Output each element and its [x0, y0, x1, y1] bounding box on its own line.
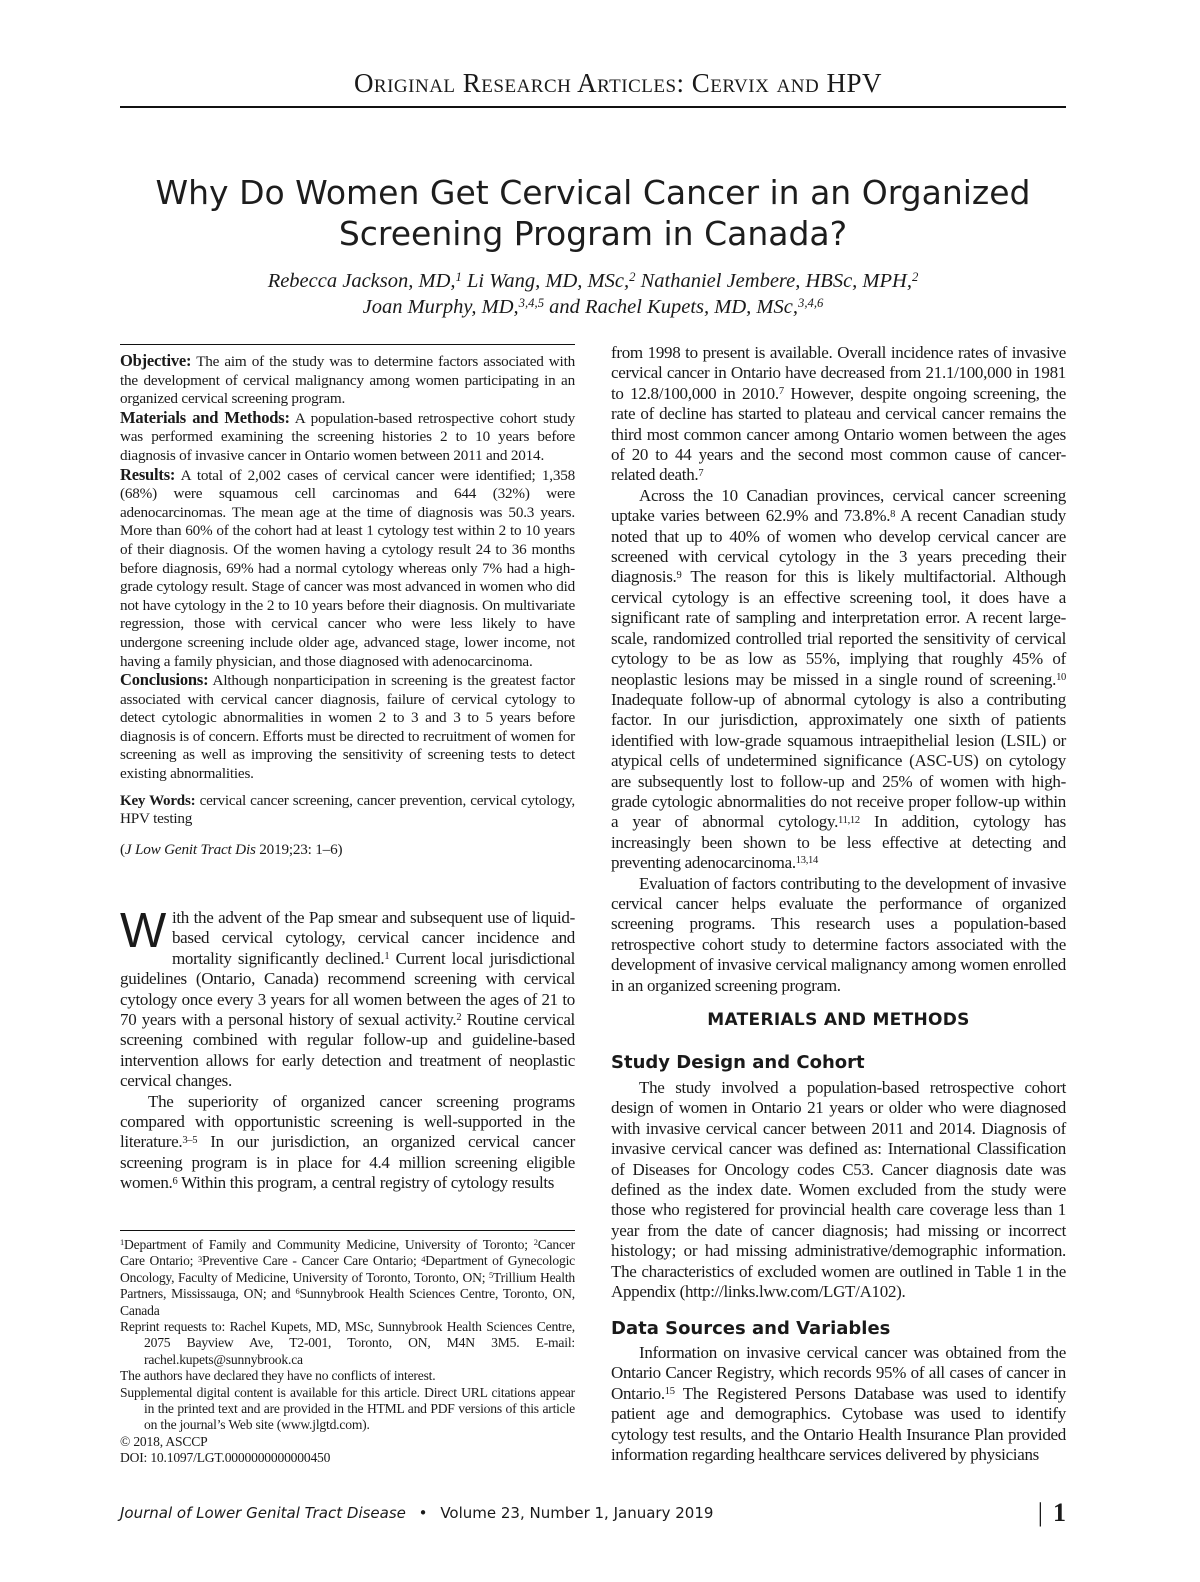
authors-line-1 — [120, 268, 1066, 294]
intro-left-column — [120, 904, 575, 1194]
abstract-text: A total of 2,002 cases of cervical cancer were identified; 1,358 (68%) were squamous cell carcinomas and 644 (32%) were adenocarcinomas. The mean age at the time of diagnosis was 50.3 years. More than 60% of the cohort had at least 1 cytology test within 2 to 10 years of their diagnosis. Of the women having a cytology result 24 to 36 months before diagnosis, 69% had a normal cytology whereas only 7% had a high-grade cytology result. Stage of cancer was most advanced in women who did not have cytology in the 2 to 10 years before their diagnosis. On multivariate regression, those with cervical cancer who were less likely to have undergone screening include older age, advanced stage, lower income, not having a family physician, and those diagnosed with adenocarcinoma. — [120, 466, 575, 670]
conflicts-statement: The authors have declared they have no conflicts of interest. — [120, 1368, 436, 1384]
abstract-label: Objective: — [120, 351, 192, 370]
footnote-sup: 6 — [295, 1286, 300, 1297]
paragraph-text: Across the 10 Canadian provinces, cervical cancer screening uptake varies between 62.9% and 73.8%. — [611, 485, 1066, 526]
footnote-sup: 4 — [421, 1253, 426, 1264]
keywords-label: Key Words: — [120, 792, 196, 809]
subheading-data-sources: Data Sources and Variables — [611, 1318, 891, 1339]
ref-sup: 7 — [698, 467, 704, 479]
intro-paragraph-4 — [611, 486, 1066, 874]
paragraph-text: The reason for this is likely multifactorial. Although cervical cytology is an effective screening tool, it does have a significant rate of sampling and interpretation error. A recent large-scale, randomized controlled trial reported the sensitivity of cervical cytology to be as low as 55%, implying that roughly 45% of neoplastic lesions may be missed in a single round of screening. — [611, 567, 1066, 689]
abstract-text: A population-based retrospective cohort study was performed examining the screening histories 2 to 10 years before diagnosis of invasive cancer in Ontario women between 2011 and 2014. — [120, 409, 575, 464]
reprint-requests: Reprint requests to: Rachel Kupets, MD, MSc, Sunnybrook Health Sciences Centre, 2075 Bayview Ave, T2-001, Toronto, ON, M4N 3M5. E-mail: rachel.kupets@sunnybrook.ca — [120, 1319, 575, 1367]
keywords-text: cervical cancer screening, cancer prevention, cervical cytology, HPV testing — [120, 791, 575, 828]
paragraph-text: from 1998 to present is available. Overall incidence rates of invasive cervical cancer in Ontario have decreased from 21.1/100,000 in 1981 to 12.8/100,000 in 2010. — [611, 343, 1066, 403]
paragraph-text: However, despite ongoing screening, the rate of decline has started to plateau and cervical cancer remains the third most common cancer among Ontario women between the ages of 20 to 44 years and the second most common cause of cancer-related death. — [611, 383, 1066, 485]
author-name: Rebecca Jackson, MD, — [267, 270, 456, 292]
citation-details: 2019;23: 1–6) — [259, 840, 343, 858]
citation-journal: J Low Genit Tract Dis — [124, 840, 256, 858]
affiliation-text: Trillium Health Partners, Mississauga, ON; and — [120, 1269, 576, 1302]
drop-cap: W — [120, 904, 166, 958]
author-name: Rachel Kupets, MD, MSc, — [585, 296, 798, 318]
supplemental-note: Supplemental digital content is available for this article. Direct URL citations appear in the printed text and are provided in the HTML and PDF versions of this article on the journal’s Web site (www.jlgtd.com). — [120, 1384, 575, 1433]
header-rule — [120, 106, 1066, 108]
ref-sup: 8 — [890, 508, 896, 520]
keywords — [120, 792, 575, 829]
ref-sup: 15 — [664, 1386, 675, 1398]
ref-sup: 10 — [1056, 671, 1066, 683]
abstract-text: The aim of the study was to determine factors associated with the development of cervical malignancy among women participating in an organized cervical screening program. — [120, 353, 575, 408]
citation-paren: ( — [120, 840, 125, 858]
paragraph-text: Information on invasive cervical cancer was obtained from the Ontario Cancer Registry, which records 95% of all cases of cancer in Ontario. — [611, 1343, 1066, 1403]
title-line-1: Why Do Women Get Cervical Cancer in an Organized — [155, 173, 1031, 212]
affiliations — [120, 1237, 575, 1319]
page-number — [1038, 1498, 1066, 1528]
paragraph-text: Within this program, a central registry of cytology results — [177, 1173, 555, 1193]
footer-volume: Volume 23, Number 1, January 2019 — [440, 1504, 714, 1522]
ref-sup: 6 — [172, 1175, 178, 1187]
ref-sup: 1 — [384, 951, 390, 963]
author-name: Nathaniel Jembere, HBSc, MPH, — [640, 270, 912, 292]
abstract-label: Results: — [120, 464, 176, 484]
author-name: Li Wang, MD, MSc, — [467, 270, 630, 292]
ref-sup: 3–5 — [182, 1134, 198, 1146]
study-design-text — [611, 1078, 1066, 1302]
paragraph-text: In our jurisdiction, an organized cervical cancer screening program is in place for 4.4 million screening eligible women. — [120, 1132, 575, 1193]
ref-sup: 9 — [676, 569, 682, 581]
footnote-sup: 2 — [533, 1237, 538, 1248]
footnote-sup: 5 — [489, 1270, 494, 1281]
abstract-results — [120, 466, 575, 672]
paragraph-text: A recent Canadian study noted that up to 40% of women who develop cervical cancer are screened with cervical cytology in the 3 years preceding their diagnosis. — [611, 506, 1066, 587]
paragraph-text: ith the advent of the Pap smear and subsequent use of liquid-based cervical cytology, cervical cancer incidence and mortality significantly declined. — [171, 908, 575, 968]
subheading-study-design: Study Design and Cohort — [611, 1052, 865, 1073]
author-conjunction: and — [549, 296, 580, 318]
data-sources-paragraph — [611, 1343, 1066, 1465]
footnote-sup: 1 — [120, 1237, 125, 1248]
author-name: Joan Murphy, MD, — [362, 296, 519, 318]
abstract — [120, 352, 575, 859]
affiliation-text: Sunnybrook Health Sciences Centre, Toronto, ON, Canada — [120, 1286, 575, 1318]
abstract-label: Conclusions: — [120, 670, 209, 690]
page-number-value: 1 — [1053, 1498, 1066, 1527]
running-head: Original Research Articles: Cervix and HPV — [353, 68, 882, 98]
paragraph-text: Current local jurisdictional guidelines (Ontario, Canada) recommend screening with cervical cytology once every 3 years for all women between the ages of 21 to 70 years with a personal history of sexual activity. — [120, 948, 575, 1030]
intro-paragraph-5: Evaluation of factors contributing to the development of invasive cervical cancer helps evaluate the performance of organized screening programs. This research uses a population-based retrospective cohort study to determine factors associated with the development of invasive cervical malignancy among women enrolled in an organized screening program. — [611, 873, 1066, 995]
author-list — [120, 268, 1066, 320]
intro-paragraph-3 — [611, 343, 1066, 486]
paragraph-text: In addition, cytology has increasingly been shown to be less effective at detecting and preventing adenocarcinoma. — [611, 812, 1066, 873]
paragraph-text: The Registered Persons Database was used to identify patient age and demographics. Cytobase was used to identify cytology test results, and the Ontario Health Insurance Plan provided information regarding healthcare services delivered by physicians — [611, 1383, 1066, 1465]
abstract-label: Materials and Methods: — [120, 407, 290, 427]
data-sources-text — [611, 1343, 1066, 1465]
paragraph-text: The study involved a population-based retrospective cohort design of women in Ontario 21 years or older who were diagnosed with invasive cervical cancer between 2011 and 2014. Diagnosis of invasive cervical cancer was defined as: International Classification of Diseases for Oncology codes C53. Cancer diagnosis date was defined as the index date. Women excluded from the study were those who registered for provincial health care coverage less than 1 year from the date of cancer diagnosis; had missing or incorrect histology; or had missing administrative/demographic information. The characteristics of excluded women are outlined in Table 1 in the Appendix (http://links.lww.com/LGT/A102). — [611, 1078, 1066, 1302]
footer-journal: Journal of Lower Genital Tract Disease — [120, 1504, 406, 1522]
section-heading-methods: MATERIALS AND METHODS — [707, 1010, 970, 1030]
paragraph-text: Inadequate follow-up of abnormal cytology is also a contributing factor. In our jurisdiction, approximately one sixth of patients identified with low-grade squamous intraepithelial lesion (LSIL) or atypical cells of undetermined significance (ASC-US) on cytology are subsequently lost to follow-up and 25% of women with high-grade cytologic abnormalities do not receive proper follow-up within a year of abnormal cytology. — [611, 689, 1066, 832]
ref-sup: 7 — [778, 386, 784, 398]
footer-bullet: • — [418, 1504, 428, 1522]
paragraph-text: The superiority of organized cancer screening programs compared with opportunistic screening is well-supported in the literature. — [120, 1091, 575, 1152]
intro-paragraph-2 — [120, 1092, 575, 1194]
affiliation-text: Cancer Care Ontario; — [120, 1237, 575, 1269]
affiliation-sup: 1 — [455, 270, 462, 285]
paragraph-text: Routine cervical screening combined with regular follow-up and guideline-based intervention allows for early detection and treatment of neoplastic cervical changes. — [120, 1010, 575, 1091]
abstract-text: Although nonparticipation in screening is the greatest factor associated with cervical cancer diagnosis, failure of cervical cytology to detect cytologic abnormalities in women 2 to 3 and 3 to 5 years before diagnosis is of concern. Efforts must be directed to recruitment of women for screening as well as improving the sensitivity of screening tests to detect existing abnormalities. — [120, 672, 575, 783]
affiliation-sup: 2 — [911, 270, 919, 285]
affiliation-sup: 3,4,6 — [797, 296, 824, 311]
copyright: © 2018, ASCCP — [120, 1433, 208, 1449]
title-line-2: Screening Program in Canada? — [338, 214, 848, 253]
ref-sup: 2 — [456, 1012, 462, 1024]
page-footer — [120, 1498, 1066, 1527]
intro-right-column — [611, 343, 1066, 996]
affiliation-text: Department of Family and Community Medicine, University of Toronto; — [124, 1237, 534, 1252]
page-bar: | — [1037, 1498, 1043, 1527]
affiliation-text: Preventive Care - Cancer Care Ontario; — [201, 1253, 422, 1269]
article-title — [120, 172, 1066, 254]
ref-sup: 11,12 — [838, 814, 860, 826]
footnotes — [120, 1237, 575, 1467]
abstract-rule — [120, 344, 575, 345]
abstract-methods — [120, 409, 575, 466]
doi: DOI: 10.1097/LGT.0000000000000450 — [120, 1450, 331, 1466]
affiliation-text: Department of Gynecologic Oncology, Faculty of Medicine, University of Toronto, Toronto, ON; — [120, 1253, 575, 1285]
abstract-objective — [120, 352, 575, 409]
abstract-conclusions — [120, 671, 575, 784]
footnote-sup: 3 — [197, 1253, 202, 1264]
footnote-rule — [120, 1230, 575, 1231]
intro-paragraph-1 — [120, 904, 575, 1092]
affiliation-sup: 2 — [629, 270, 636, 285]
ref-sup: 13,14 — [795, 855, 818, 867]
affiliation-sup: 3,4,5 — [518, 296, 545, 311]
citation — [120, 841, 575, 860]
authors-line-2 — [120, 294, 1066, 320]
